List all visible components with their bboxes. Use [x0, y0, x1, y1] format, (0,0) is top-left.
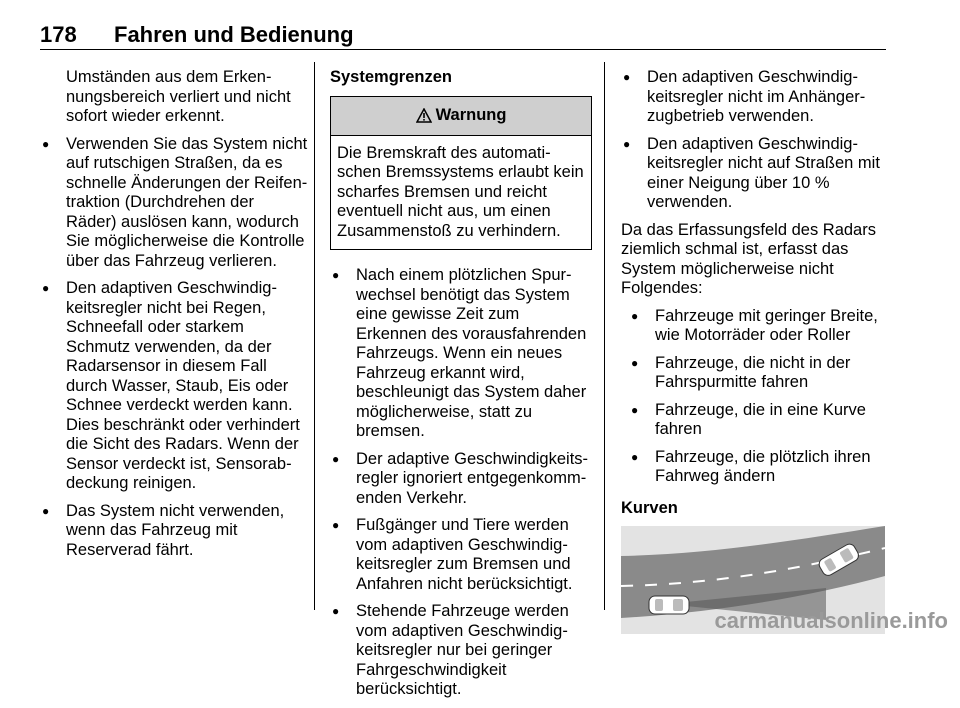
- list-item: ● Stehende Fahrzeuge werden vom adaptiven Geschwindigkeitsregler nur bei geringer Fahrgeschwindigkeit berücksichtigt.: [330, 602, 592, 700]
- list-item: ● Das System nicht verwenden, wenn das Fahrzeug mit Reserverad fährt.: [40, 502, 308, 561]
- list-item: ● Fahrzeuge, die plötzlich ihren Fahrweg ändern: [629, 448, 887, 487]
- warning-title: Warnung: [435, 105, 507, 124]
- indented-bullet-list: [621, 307, 887, 487]
- list-item: ● Fußgänger und Tiere werden vom adaptiven Geschwindigkeitsregler zum Bremsen und Anfahren nicht berücksichtigt.: [330, 516, 592, 594]
- page-title: Fahren und Bedienung: [114, 22, 354, 47]
- warning-triangle-icon: [416, 108, 432, 123]
- list-item: ● Den adaptiven Geschwindigkeitsregler nicht im Anhängerzugbetrieb verwenden.: [621, 68, 887, 127]
- continued-text: Umständen aus dem Erkennungsbereich verliert und nicht sofort wieder erkennt.: [66, 68, 291, 125]
- body-paragraph: Da das Erfassungsfeld des Radars ziemlich schmal ist, erfasst das System möglicherweise nicht Folgendes:: [621, 220, 876, 297]
- section-heading: Kurven: [621, 498, 678, 517]
- warning-box: [330, 96, 592, 251]
- list-item: ● Den adaptiven Geschwindigkeitsregler nicht bei Regen, Schneefall oder starkem Schmutz verwenden, da der Radarsensor in diesem Fall durch Wasser, Staub, Eis oder Schnee verdeckt werden kann. Dies beschränkt oder verhindert die Sicht des Radars. Wenn der Sensor verdeckt ist, Sensorabdeckung reinigen.: [40, 279, 308, 494]
- bullet-list: [330, 266, 592, 700]
- bullet-list: [621, 68, 887, 213]
- page-header: [40, 22, 886, 50]
- column-divider-left: [314, 62, 315, 610]
- section-heading: Systemgrenzen: [330, 68, 452, 86]
- warning-header: [331, 97, 591, 136]
- column-2: [330, 68, 592, 708]
- list-item: ● Fahrzeuge, die nicht in der Fahrspurmitte fahren: [629, 354, 887, 393]
- bullet-list: [40, 135, 308, 561]
- list-item: ● Den adaptiven Geschwindigkeitsregler nicht auf Straßen mit einer Neigung über 10 % verwenden.: [621, 135, 887, 213]
- list-item: ● Fahrzeuge, die in eine Kurve fahren: [629, 401, 887, 440]
- warning-text: Die Bremskraft des automatischen Bremssystems erlaubt kein scharfes Bremsen und reicht eventuell nicht aus, um einen Zusammenstoß zu verhindern.: [337, 143, 584, 240]
- column-1: [40, 68, 308, 568]
- list-item: ● Verwenden Sie das System nicht auf rutschigen Straßen, da es schnelle Änderungen der Reifentraktion (Durchdrehen der Räder) auslösen kann, wodurch Sie möglicherweise die Kontrolle über das Fahrzeug verlieren.: [40, 135, 308, 272]
- list-item: ● Fahrzeuge mit geringer Breite, wie Motorräder oder Roller: [629, 307, 887, 346]
- list-item: ● Nach einem plötzlichen Spurwechsel benötigt das System eine gewisse Zeit zum Erkennen des vorausfahrenden Fahrzeugs. Wenn ein neues Fahrzeug erkannt wird, beschleunigt das System daher möglicherweise, statt zu bremsen.: [330, 266, 592, 442]
- column-divider-right: [604, 62, 605, 610]
- watermark: carmanualsonline.info: [714, 608, 948, 633]
- page-number: 178: [40, 22, 77, 47]
- column-3: [621, 68, 887, 634]
- list-item: ● Der adaptive Geschwindigkeitsregler ignoriert entgegenkommenden Verkehr.: [330, 450, 592, 509]
- header-rule: [40, 49, 886, 50]
